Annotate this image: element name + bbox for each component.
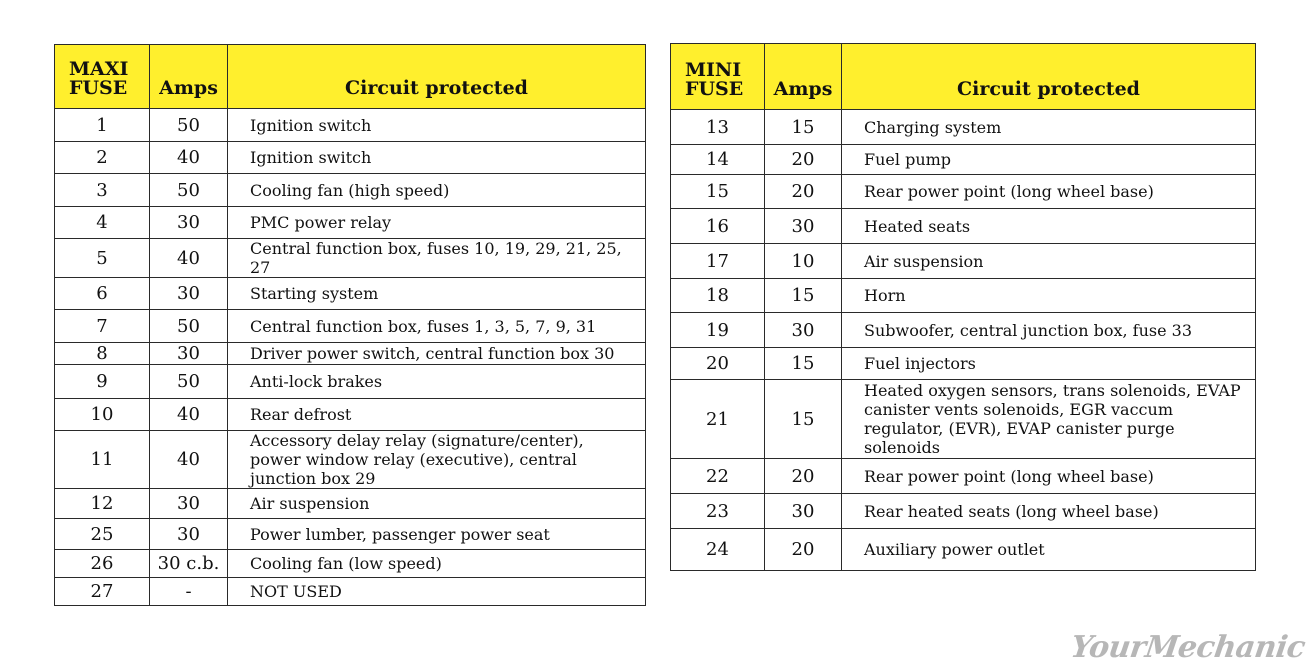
table-row: [671, 145, 1256, 175]
circuit-cell: Central function box, fuses 10, 19, 29, 21, 25, 27: [228, 239, 646, 278]
table-row: [671, 529, 1256, 571]
fuse-number-cell: 8: [55, 343, 150, 365]
table-row: [671, 459, 1256, 494]
maxi-amps-column-header: Amps: [150, 45, 228, 109]
fuse-number-cell: 2: [55, 142, 150, 174]
amps-cell: 30: [765, 209, 842, 244]
mini-circuit-column-header: Circuit protected: [842, 44, 1256, 110]
yourmechanic-watermark-logo: YourMechanic: [1068, 630, 1308, 665]
table-row: [55, 174, 646, 207]
amps-cell: 40: [150, 239, 228, 278]
fuse-number-cell: 16: [671, 209, 765, 244]
fuse-number-cell: 24: [671, 529, 765, 571]
circuit-cell: Fuel injectors: [842, 348, 1256, 380]
fuse-number-cell: 3: [55, 174, 150, 207]
amps-cell: 20: [765, 145, 842, 175]
maxi-circuit-column-header: Circuit protected: [228, 45, 646, 109]
circuit-cell: Rear heated seats (long wheel base): [842, 494, 1256, 529]
circuit-cell: Heated seats: [842, 209, 1256, 244]
fuse-number-cell: 6: [55, 278, 150, 310]
amps-cell: 30: [150, 343, 228, 365]
table-row: [55, 343, 646, 365]
table-row: [671, 313, 1256, 348]
table-row: [671, 175, 1256, 209]
table-row: [55, 578, 646, 606]
table-row: [55, 431, 646, 489]
fuse-number-cell: 1: [55, 109, 150, 142]
table-row: [55, 239, 646, 278]
fuse-number-cell: 17: [671, 244, 765, 279]
circuit-cell: Fuel pump: [842, 145, 1256, 175]
amps-cell: 15: [765, 348, 842, 380]
amps-cell: 20: [765, 175, 842, 209]
circuit-cell: Cooling fan (low speed): [228, 550, 646, 578]
table-row: [671, 348, 1256, 380]
fuse-number-cell: 27: [55, 578, 150, 606]
fuse-number-cell: 5: [55, 239, 150, 278]
amps-cell: 50: [150, 365, 228, 399]
mini-header-row: [671, 44, 1256, 110]
fuse-number-cell: 21: [671, 380, 765, 459]
table-row: [55, 278, 646, 310]
amps-cell: 15: [765, 380, 842, 459]
table-row: [671, 494, 1256, 529]
table-row: [55, 310, 646, 343]
circuit-cell: Accessory delay relay (signature/center), power window relay (executive), central junction box 29: [228, 431, 646, 489]
fuse-number-cell: 26: [55, 550, 150, 578]
table-row: [55, 519, 646, 550]
amps-cell: 20: [765, 529, 842, 571]
circuit-cell: NOT USED: [228, 578, 646, 606]
circuit-cell: Subwoofer, central junction box, fuse 33: [842, 313, 1256, 348]
circuit-cell: Air suspension: [842, 244, 1256, 279]
fuse-number-cell: 14: [671, 145, 765, 175]
circuit-cell: Heated oxygen sensors, trans solenoids, EVAP canister vents solenoids, EGR vaccum regulator, (EVR), EVAP canister purge solenoids: [842, 380, 1256, 459]
amps-cell: 10: [765, 244, 842, 279]
circuit-cell: Rear power point (long wheel base): [842, 175, 1256, 209]
table-row: [55, 399, 646, 431]
fuse-number-cell: 12: [55, 489, 150, 519]
amps-cell: 30: [150, 207, 228, 239]
amps-cell: 30: [765, 494, 842, 529]
mini-fuse-column-header: MINI FUSE: [671, 44, 765, 110]
circuit-cell: Starting system: [228, 278, 646, 310]
circuit-cell: Anti-lock brakes: [228, 365, 646, 399]
fuse-number-cell: 15: [671, 175, 765, 209]
table-row: [671, 279, 1256, 313]
circuit-cell: Rear defrost: [228, 399, 646, 431]
fuse-number-cell: 23: [671, 494, 765, 529]
fuse-number-cell: 18: [671, 279, 765, 313]
maxi-header-row: [55, 45, 646, 109]
circuit-cell: PMC power relay: [228, 207, 646, 239]
amps-cell: 50: [150, 174, 228, 207]
amps-cell: 50: [150, 310, 228, 343]
circuit-cell: Power lumber, passenger power seat: [228, 519, 646, 550]
maxi-fuse-table: [54, 44, 646, 606]
fuse-number-cell: 13: [671, 110, 765, 145]
mini-fuse-table: [670, 43, 1256, 571]
fuse-number-cell: 22: [671, 459, 765, 494]
amps-cell: 50: [150, 109, 228, 142]
circuit-cell: Auxiliary power outlet: [842, 529, 1256, 571]
circuit-cell: Charging system: [842, 110, 1256, 145]
amps-cell: 30 c.b.: [150, 550, 228, 578]
fuse-number-cell: 7: [55, 310, 150, 343]
amps-cell: 30: [150, 489, 228, 519]
table-row: [55, 365, 646, 399]
fuse-number-cell: 11: [55, 431, 150, 489]
amps-cell: 40: [150, 142, 228, 174]
amps-cell: 15: [765, 110, 842, 145]
table-row: [671, 209, 1256, 244]
fuse-number-cell: 9: [55, 365, 150, 399]
circuit-cell: Central function box, fuses 1, 3, 5, 7, 9, 31: [228, 310, 646, 343]
circuit-cell: Driver power switch, central function box 30: [228, 343, 646, 365]
fuse-number-cell: 19: [671, 313, 765, 348]
circuit-cell: Ignition switch: [228, 109, 646, 142]
table-row: [55, 489, 646, 519]
amps-cell: 30: [765, 313, 842, 348]
fuse-number-cell: 20: [671, 348, 765, 380]
table-row: [671, 380, 1256, 459]
table-row: [55, 550, 646, 578]
fuse-number-cell: 4: [55, 207, 150, 239]
table-row: [671, 110, 1256, 145]
table-row: [55, 207, 646, 239]
amps-cell: 20: [765, 459, 842, 494]
amps-cell: 15: [765, 279, 842, 313]
circuit-cell: Ignition switch: [228, 142, 646, 174]
table-row: [671, 244, 1256, 279]
table-row: [55, 142, 646, 174]
fuse-number-cell: 10: [55, 399, 150, 431]
amps-cell: 40: [150, 431, 228, 489]
table-row: [55, 109, 646, 142]
amps-cell: -: [150, 578, 228, 606]
amps-cell: 40: [150, 399, 228, 431]
amps-cell: 30: [150, 519, 228, 550]
maxi-fuse-column-header: MAXI FUSE: [55, 45, 150, 109]
amps-cell: 30: [150, 278, 228, 310]
circuit-cell: Rear power point (long wheel base): [842, 459, 1256, 494]
mini-amps-column-header: Amps: [765, 44, 842, 110]
fuse-number-cell: 25: [55, 519, 150, 550]
circuit-cell: Air suspension: [228, 489, 646, 519]
circuit-cell: Horn: [842, 279, 1256, 313]
circuit-cell: Cooling fan (high speed): [228, 174, 646, 207]
